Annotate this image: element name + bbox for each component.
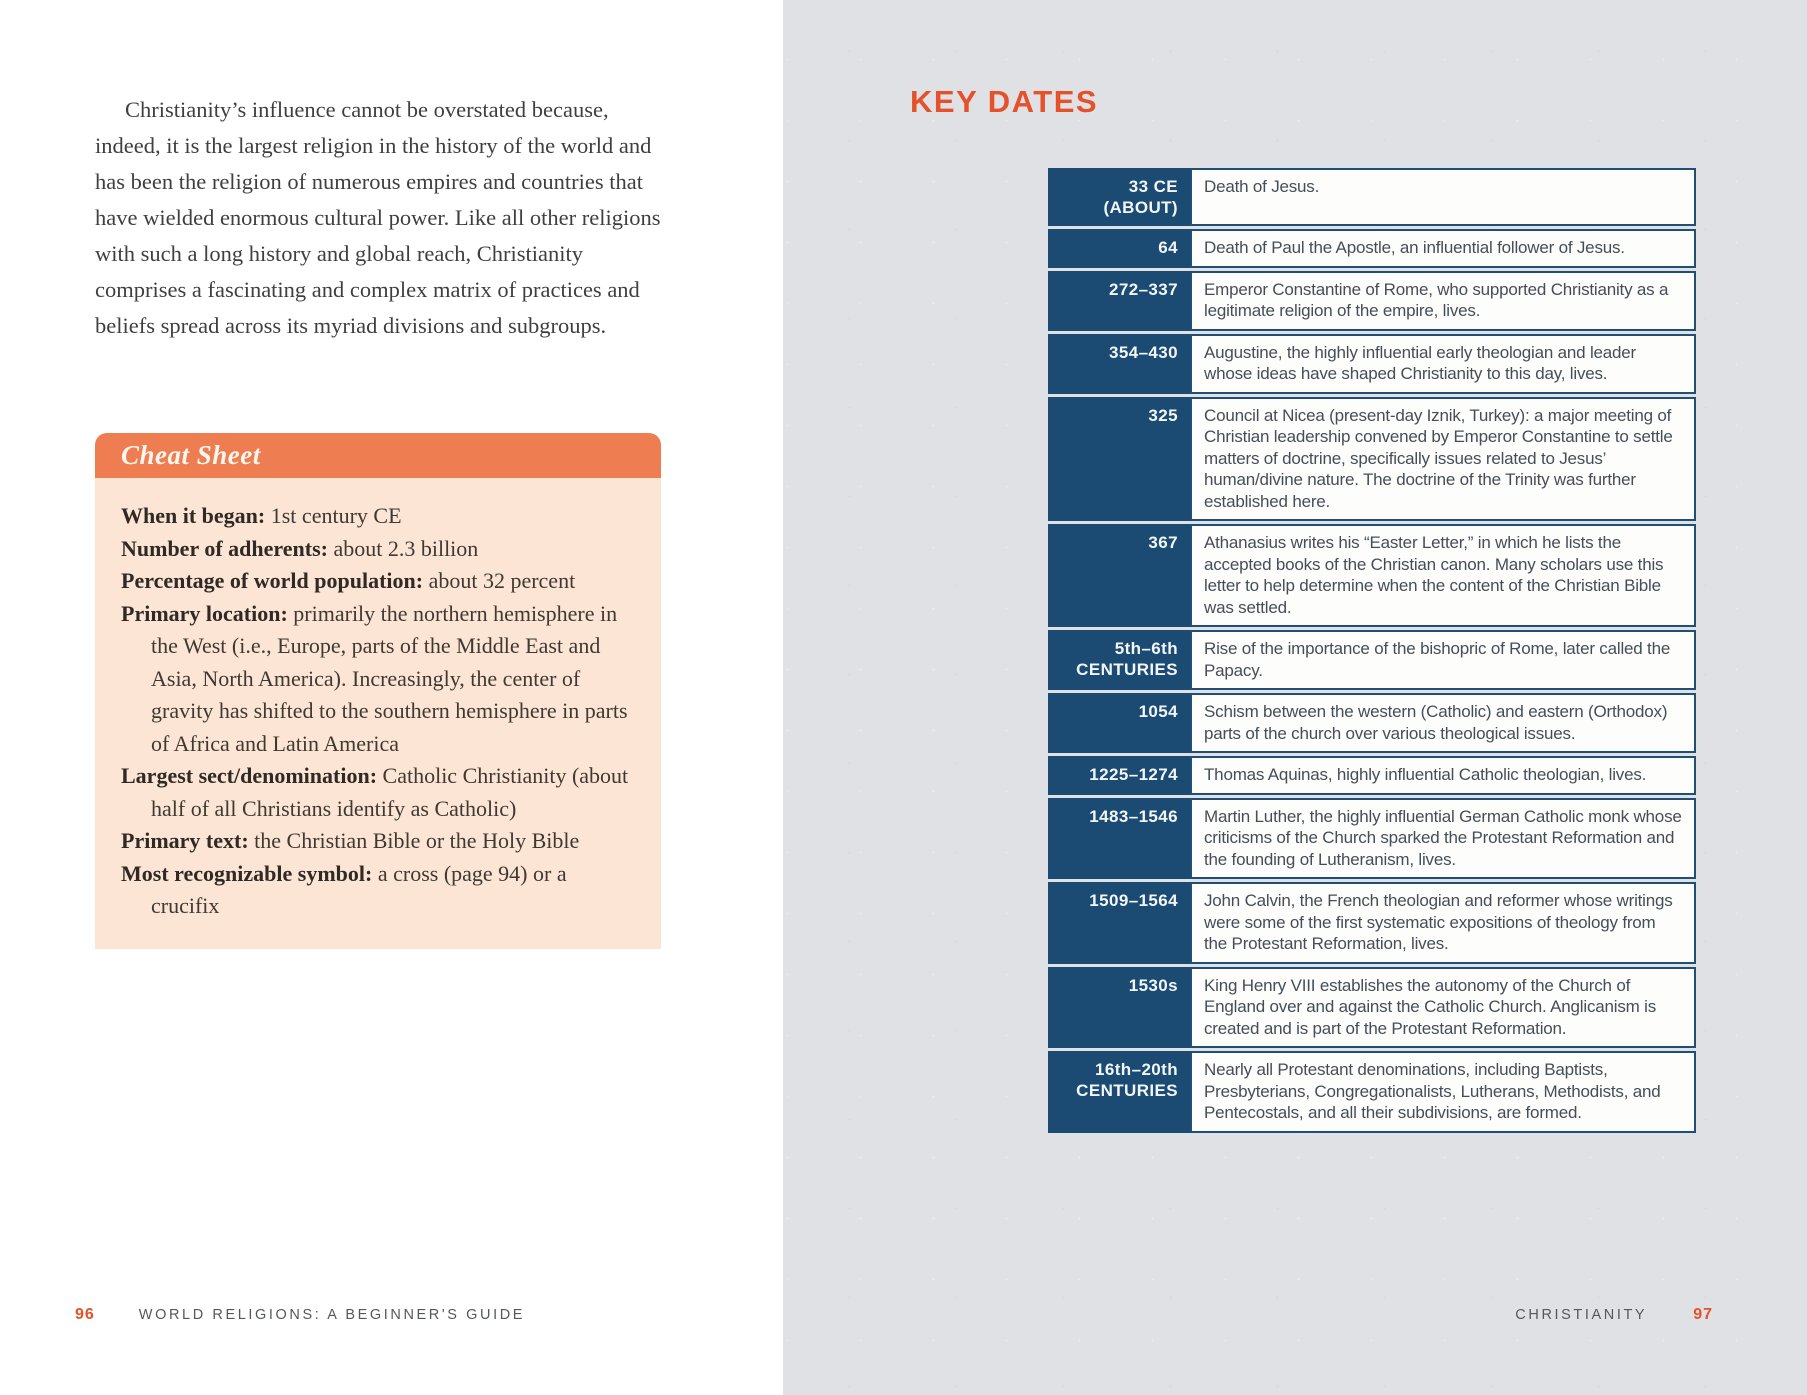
cheat-item-value: about 32 percent [428,568,576,593]
cheat-item-label: Primary text: [121,828,249,853]
key-date-cell: 16th–20th CENTURIES [1048,1051,1190,1133]
key-date-cell: 1225–1274 [1048,756,1190,795]
cheat-sheet-box [95,433,661,949]
cheat-sheet-item [121,565,635,598]
cheat-item-value: the Christian Bible or the Holy Bible [254,828,580,853]
cheat-item-label: Percentage of world population: [121,568,424,593]
key-date-event: Death of Jesus. [1190,168,1696,226]
key-date-event: King Henry VIII establishes the autonomy of the Church of England over and against the Catholic Church. Anglicanism is created and is part of the Protestant Reformation. [1190,967,1696,1049]
right-page-footer [1515,1306,1713,1324]
key-date-row [1048,693,1696,753]
cheat-item-value: Catholic Christianity (about half of all Christians identify as Catholic) [151,763,629,821]
cheat-item-value: a cross (page 94) or a crucifix [151,860,567,918]
key-date-event: Nearly all Protestant denominations, including Baptists, Presbyterians, Congregationalists, Lutherans, Methodists, and Pentecostals, and all their subdivisions, are formed. [1190,1051,1696,1133]
cheat-sheet-header [95,433,661,478]
cheat-item-value: 1st century CE [270,503,402,528]
left-page-number: 96 [75,1306,95,1323]
key-date-cell: 1509–1564 [1048,882,1190,964]
key-date-row [1048,756,1696,795]
key-date-event: Rise of the importance of the bishopric of Rome, later called the Papacy. [1190,630,1696,690]
key-date-row [1048,1051,1696,1133]
key-date-cell: 1054 [1048,693,1190,753]
key-date-cell: 272–337 [1048,271,1190,331]
key-date-row [1048,397,1696,522]
key-date-row [1048,334,1696,394]
key-date-row [1048,271,1696,331]
key-date-event: Thomas Aquinas, highly influential Catholic theologian, lives. [1190,756,1696,795]
key-date-cell: 64 [1048,229,1190,268]
key-dates-table [1048,168,1696,1133]
key-date-cell: 325 [1048,397,1190,522]
cheat-item-label: Number of adherents: [121,535,328,561]
cheat-item-value: about 2.3 billion [333,535,479,561]
key-date-cell: 354–430 [1048,334,1190,394]
left-running-head: WORLD RELIGIONS: A BEGINNER'S GUIDE [138,1307,526,1323]
key-date-event: Council at Nicea (present-day Iznik, Turkey): a major meeting of Christian leadership convened by Emperor Constantine to settle matters of doctrine, specifically issues related to Jesus’ human/divine nature. The doctrine of the Trinity was further established here. [1190,397,1696,522]
cheat-sheet-item [121,533,635,566]
key-date-cell: 1530s [1048,967,1190,1049]
key-date-cell: 367 [1048,524,1190,627]
cheat-item-label: When it began: [121,503,266,528]
right-running-head: CHRISTIANITY [1515,1307,1648,1323]
intro-paragraph: Christianity’s influence cannot be overstated because, indeed, it is the largest religion in the history of the world and has been the religion of numerous empires and countries that have wielded enormous cultural power. Like all other religions with such a long history and global reach, Christianity comprises a fascinating and complex matrix of practices and beliefs spread across its myriad divisions and subgroups. [95,97,661,338]
cheat-sheet-item [121,858,635,923]
key-date-row [1048,524,1696,627]
key-date-row [1048,229,1696,268]
key-date-event: John Calvin, the French theologian and reformer whose writings were some of the first systematic expositions of theology from the Protestant Reformation, lives. [1190,882,1696,964]
key-date-row [1048,967,1696,1049]
cheat-sheet-item [121,760,635,825]
cheat-item-label: Largest sect/denomination: [121,763,378,788]
cheat-item-label: Most recognizable symbol: [121,860,373,886]
right-page [783,0,1807,1395]
left-page-footer [75,1306,525,1324]
key-date-row [1048,882,1696,964]
key-date-event: Schism between the western (Catholic) and eastern (Orthodox) parts of the church over various theological issues. [1190,693,1696,753]
right-page-number: 97 [1693,1306,1713,1323]
key-date-event: Martin Luther, the highly influential German Catholic monk whose criticisms of the Church sparked the Protestant Reformation and the founding of Lutheranism, lives. [1190,798,1696,880]
cheat-sheet-item [121,500,635,533]
cheat-sheet-title: Cheat Sheet [121,440,261,470]
left-page [0,0,783,1395]
key-date-event: Emperor Constantine of Rome, who supported Christianity as a legitimate religion of the empire, lives. [1190,271,1696,331]
key-date-row [1048,630,1696,690]
cheat-sheet-item [121,825,635,858]
key-date-event: Augustine, the highly influential early theologian and leader whose ideas have shaped Christianity to this day, lives. [1190,334,1696,394]
key-date-row [1048,168,1696,226]
key-date-row [1048,798,1696,880]
key-date-cell: 5th–6th CENTURIES [1048,630,1190,690]
cheat-item-label: Primary location: [121,600,288,626]
cheat-sheet-body [95,478,661,949]
key-dates-heading: KEY DATES [910,84,1099,119]
key-date-cell: 1483–1546 [1048,798,1190,880]
key-date-event: Death of Paul the Apostle, an influential follower of Jesus. [1190,229,1696,268]
cheat-item-value: primarily the northern hemisphere in the West (i.e., Europe, parts of the Middle East and Asia, North America). Increasingly, the center of gravity has shifted to the southern hemisphere in parts of Africa and Latin America [151,600,628,756]
cheat-sheet-item [121,598,635,761]
key-date-event: Athanasius writes his “Easter Letter,” in which he lists the accepted books of the Christian canon. Many scholars use this letter to help determine when the content of the Christian Bible was settled. [1190,524,1696,627]
key-date-cell: 33 CE (ABOUT) [1048,168,1190,226]
